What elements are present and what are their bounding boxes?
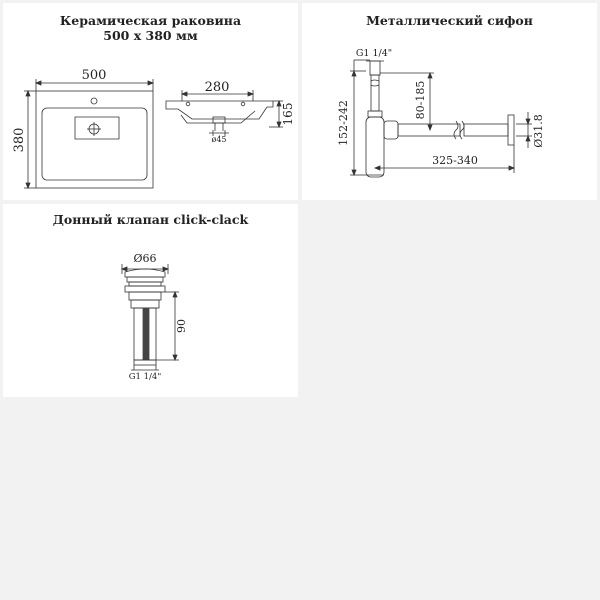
siphon-panel (302, 3, 597, 200)
sink-bowl (42, 108, 147, 180)
valve-title: Донный клапан click-clack (52, 212, 249, 227)
siphon-length-label: 325-340 (432, 154, 478, 167)
valve-drawing (3, 204, 298, 397)
sink-depth-label: 380 (12, 127, 27, 153)
siphon-thread (370, 61, 380, 75)
siphon-drawing (302, 3, 597, 200)
siphon-outlet-pipe (464, 124, 508, 136)
siphon-outlet-height-label: 80-185 (414, 80, 427, 120)
faucet-hole (91, 98, 97, 104)
sink-top-outline (36, 91, 153, 188)
siphon-title: Металлический сифон (366, 13, 533, 28)
siphon-height-label: 152-242 (337, 100, 350, 146)
valve-thread-label: G1 1/4" (128, 372, 162, 382)
siphon-thread-label: G1 1/4" (355, 48, 393, 59)
valve-diameter-label: Ø66 (133, 252, 157, 265)
sink-drawing (3, 3, 298, 200)
sink-side-width-label: 280 (204, 80, 230, 95)
valve-height-label: 90 (175, 319, 188, 333)
wall-flange (508, 115, 514, 145)
drain-area (75, 117, 119, 139)
sink-title: Керамическая раковина (59, 13, 242, 28)
sink-subtitle: 500 х 380 мм (103, 28, 198, 43)
sink-drain-label: ø45 (211, 135, 227, 144)
sink-width-label: 500 (81, 68, 107, 83)
sink-height-label: 165 (281, 102, 295, 126)
siphon-pipe-diameter-label: Ø31.8 (532, 114, 545, 148)
sink-panel (3, 3, 298, 200)
valve-cap (125, 269, 165, 277)
valve-panel (3, 204, 298, 397)
